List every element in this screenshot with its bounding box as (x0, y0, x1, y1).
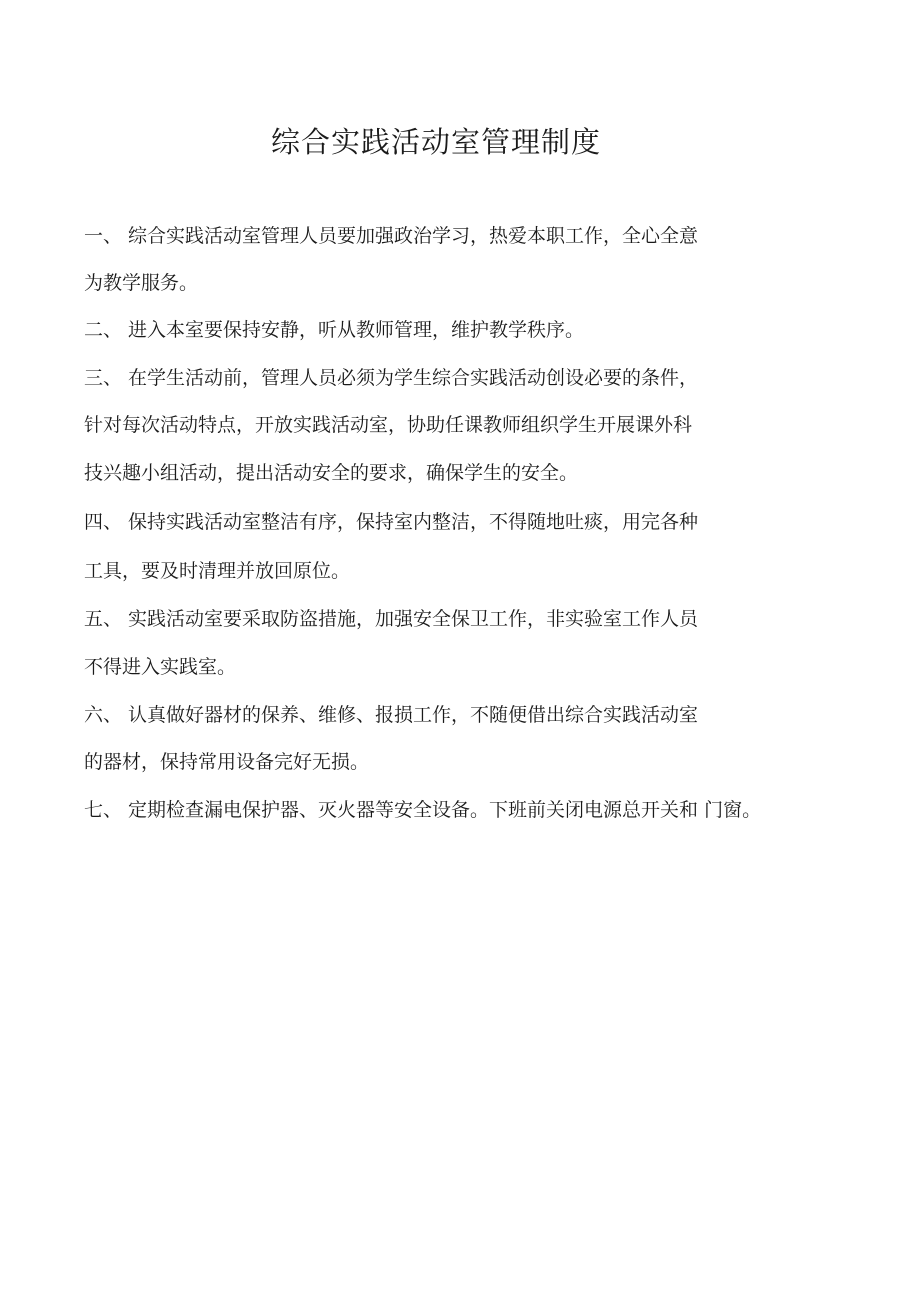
rule-3-line-1: 三、 在学生活动前，管理人员必须为学生综合实践活动创设必要的条件， (84, 367, 699, 389)
rule-4-line-1: 四、 保持实践活动室整洁有序，保持室内整洁，不得随地吐痰，用完各种 (84, 511, 699, 533)
rule-6-line-2: 的器材，保持常用设备完好无损。 (84, 751, 370, 773)
rule-3-line-2: 针对每次活动特点，开放实践活动室，协助任课教师组织学生开展课外科 (84, 414, 693, 436)
rule-2-line-1: 二、 进入本室要保持安静，听从教师管理，维护教学秩序。 (84, 319, 585, 341)
rule-7-line-1: 七、 定期检查漏电保护器、灭火器等安全设备。下班前关闭电源总开关和 门窗。 (84, 799, 762, 821)
rule-4-line-2: 工具，要及时清理并放回原位。 (84, 560, 351, 582)
rule-1-line-2: 为教学服务。 (84, 272, 199, 294)
rule-5-line-2: 不得进入实践室。 (84, 656, 237, 678)
rule-6-line-1: 六、 认真做好器材的保养、维修、报损工作，不随便借出综合实践活动室 (84, 704, 699, 726)
document-title: 综合实践活动室管理制度 (270, 125, 601, 159)
rule-3-line-3: 技兴趣小组活动，提出活动安全的要求，确保学生的安全。 (84, 462, 579, 484)
rule-1-line-1: 一、 综合实践活动室管理人员要加强政治学习，热爱本职工作，全心全意 (84, 225, 699, 247)
rule-5-line-1: 五、 实践活动室要采取防盗措施，加强安全保卫工作，非实验室工作人员 (84, 608, 699, 630)
